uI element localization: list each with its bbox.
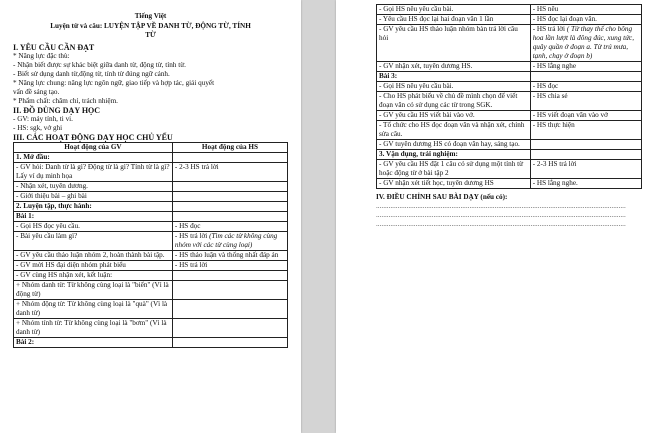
gv-activity-cell: Bài 1: [14, 212, 173, 222]
hs-activity-cell [172, 212, 287, 222]
hs-activity-cell: - HS đọc [530, 82, 641, 92]
table-row [14, 202, 288, 212]
hs-activity-cell: - HS lắng nghe [530, 62, 641, 72]
gv-activity-cell: - Giới thiệu bài – ghi bài [14, 192, 173, 202]
table-row [14, 338, 288, 348]
gv-activity-cell: 3. Vận dụng, trải nghiệm: [377, 150, 531, 160]
text-line: - Biết sử dụng danh từ,động từ, tính từ đúng ngữ cảnh. [13, 70, 170, 78]
hs-activity-cell: - HS trả lời [172, 261, 287, 271]
table-body [14, 153, 288, 348]
table-row [14, 261, 288, 271]
table-row [14, 163, 288, 182]
gv-activity-cell: - Bài yêu cầu làm gì? [14, 232, 173, 251]
gv-activity-cell: - GV nhận xét, tuyên dương HS. [377, 62, 531, 72]
table-row [377, 72, 642, 82]
hs-activity-cell [172, 338, 287, 348]
hs-activity-cell: - HS thảo luận và thống nhất đáp án [172, 251, 287, 261]
table-row [377, 121, 642, 140]
section-1-body [13, 52, 288, 106]
table-row [377, 82, 642, 92]
table-row [14, 281, 288, 300]
hs-activity-cell [172, 192, 287, 202]
gv-activity-cell: - Gọi HS nêu yêu cầu bài. [377, 82, 531, 92]
hs-activity-cell: - HS đọc lại đoạn văn. [530, 15, 641, 25]
hs-activity-cell [172, 271, 287, 281]
hs-activity-cell [172, 300, 287, 319]
text-line: vấn đề sáng tạo. [13, 88, 60, 96]
gv-activity-cell: + Nhóm danh từ: Từ không cùng loại là "biển" (Vì là động từ) [14, 281, 173, 300]
gv-activity-cell: - Tổ chức cho HS đọc đoạn văn và nhận xét, chỉnh sửa câu. [377, 121, 531, 140]
gv-activity-cell: 2. Luyện tập, thực hành: [14, 202, 173, 212]
activities-table [13, 142, 288, 348]
hs-activity-cell: - HS viết đoạn văn vào vở [530, 111, 641, 121]
table-row [377, 25, 642, 62]
table-row [14, 300, 288, 319]
hs-activity-cell: - HS chia sẻ [530, 92, 641, 111]
gv-activity-cell: - GV yêu cầu HS đặt 1 câu có sử dụng một tính từ hoặc động từ ở bài tập 2 [377, 160, 531, 179]
hs-activity-cell [172, 281, 287, 300]
section-heading-4: IV. ĐIỀU CHỈNH SAU BÀI DẠY (nếu có): [376, 193, 508, 201]
text-line: - GV: máy tính, ti vi. [13, 115, 73, 123]
table-row [14, 222, 288, 232]
gv-activity-cell: - GV nhận xét tiết học, tuyên dương HS [377, 179, 531, 189]
text-line: * Năng lực đặc thù: [13, 52, 70, 60]
page-2-content [376, 0, 642, 229]
hs-activity-cell [530, 72, 641, 82]
hs-activity-cell [530, 140, 641, 150]
hs-activity-cell [172, 182, 287, 192]
section-heading-3: III. CÁC HOẠT ĐỘNG DẠY HỌC CHỦ YẾU [13, 133, 173, 142]
gv-activity-cell: - GV cùng HS nhận xét, kết luận: [14, 271, 173, 281]
gv-activity-cell: + Nhóm tính từ: Từ không cùng loại là "bơm" (Vì là danh từ) [14, 319, 173, 338]
section-2-body [13, 115, 288, 133]
table-row [377, 140, 642, 150]
table-row [377, 62, 642, 72]
document-page-2 [336, 0, 650, 433]
activities-table-continued [376, 4, 642, 189]
section-heading-1: I. YÊU CẦU CẦN ĐẠT [13, 43, 95, 52]
page-1-content [13, 0, 288, 348]
gv-activity-cell: - Gọi HS đọc yêu cầu. [14, 222, 173, 232]
gv-activity-cell: - Yêu cầu HS đọc lại hai đoạn văn 1 lần [377, 15, 531, 25]
hs-activity-cell [530, 150, 641, 160]
gv-activity-cell: - Cho HS phát biểu về chủ đề mình chọn để viết đoạn văn có sử dụng các từ trong SGK. [377, 92, 531, 111]
text-line: - HS: sgk, vở ghi [13, 124, 63, 132]
gv-activity-cell: - Gọi HS nêu yêu cầu bài. [377, 5, 531, 15]
gv-activity-cell: Bài 3: [377, 72, 531, 82]
text-line: * Năng lực chung: năng lực ngôn ngữ, giao tiếp và hợp tác, giải quyết [13, 79, 215, 87]
hs-activity-cell: - HS trả lời (Tìm các từ không cùng nhóm với các từ cùng loại) [172, 232, 287, 251]
table-row [14, 251, 288, 261]
table-row [377, 179, 642, 189]
hs-activity-cell: - 2-3 HS trả lời [530, 160, 641, 179]
table-row [14, 212, 288, 222]
lesson-subtitle: Luyện từ và câu: LUYỆN TẬP VỀ DANH TỪ, ĐỘNG TỪ, TÍNH [50, 22, 251, 30]
hs-activity-cell [172, 153, 287, 163]
hs-activity-cell: - HS trả lời ( Từ thay thế cho bông hoa lần lượt là đông đúc, xung tức, quây quần ở đoạn a. Từ trú mưa, tạnh, chạy ở đoạn b) [530, 25, 641, 62]
text-line: - Nhận biết được sự khác biệt giữa danh từ, động từ, tính từ. [13, 61, 186, 69]
hs-activity-cell: - HS nêu [530, 5, 641, 15]
table-row [377, 15, 642, 25]
dotted-line: ........................................................................................................................................... [376, 220, 626, 228]
table-row [377, 92, 642, 111]
gv-activity-cell: + Nhóm động từ: Từ không cùng loại là "quà" (Vì là danh từ) [14, 300, 173, 319]
table-body [377, 5, 642, 189]
doc-title: Tiếng Việt [134, 12, 167, 20]
hs-activity-cell: - HS đọc [172, 222, 287, 232]
lesson-subtitle-cont: TỪ [145, 31, 156, 39]
gv-activity-cell: - GV tuyên dương HS có đoạn văn hay, sáng tạo. [377, 140, 531, 150]
hs-activity-cell [172, 319, 287, 338]
gv-activity-cell: - GV yêu cầu HS thảo luận nhóm bàn trả lời câu hỏi [377, 25, 531, 62]
table-header-hs: Hoạt động của HS [172, 143, 287, 153]
table-row [14, 319, 288, 338]
text-line: * Phẩm chất: chăm chỉ, trách nhiệm. [13, 97, 118, 105]
gv-activity-cell: Bài 2: [14, 338, 173, 348]
gv-activity-cell: - GV yêu cầu thảo luận nhóm 2, hoàn thành bài tập. [14, 251, 173, 261]
hs-activity-cell [172, 202, 287, 212]
document-page-1 [0, 0, 301, 433]
table-row [377, 5, 642, 15]
table-row [377, 150, 642, 160]
gv-activity-cell: - GV hỏi: Danh từ là gì? Động từ là gì? Tính từ là gì? Lấy ví dụ minh họa [14, 163, 173, 182]
gv-activity-cell: - GV yêu cầu HS viết bài vào vở. [377, 111, 531, 121]
dotted-line: ........................................................................................................................................... [376, 211, 626, 219]
gv-activity-cell: - Nhận xét, tuyên dương. [14, 182, 173, 192]
table-header-gv: Hoạt động của GV [14, 143, 173, 153]
table-row [377, 111, 642, 121]
dotted-line: ........................................................................................................................................... [376, 202, 626, 210]
table-row [377, 160, 642, 179]
table-row [14, 271, 288, 281]
gv-activity-cell: - GV mời HS đại diện nhóm phát biểu [14, 261, 173, 271]
table-row [14, 153, 288, 163]
table-row [14, 192, 288, 202]
section-heading-2: II. ĐỒ DÙNG DẠY HỌC [13, 106, 101, 115]
hs-activity-cell: - HS lắng nghe. [530, 179, 641, 189]
table-row [14, 232, 288, 251]
hs-activity-cell: - HS thực hiện [530, 121, 641, 140]
gv-activity-cell: 1. Mở đầu: [14, 153, 173, 163]
hs-activity-cell: - 2-3 HS trả lời [172, 163, 287, 182]
table-row [14, 182, 288, 192]
